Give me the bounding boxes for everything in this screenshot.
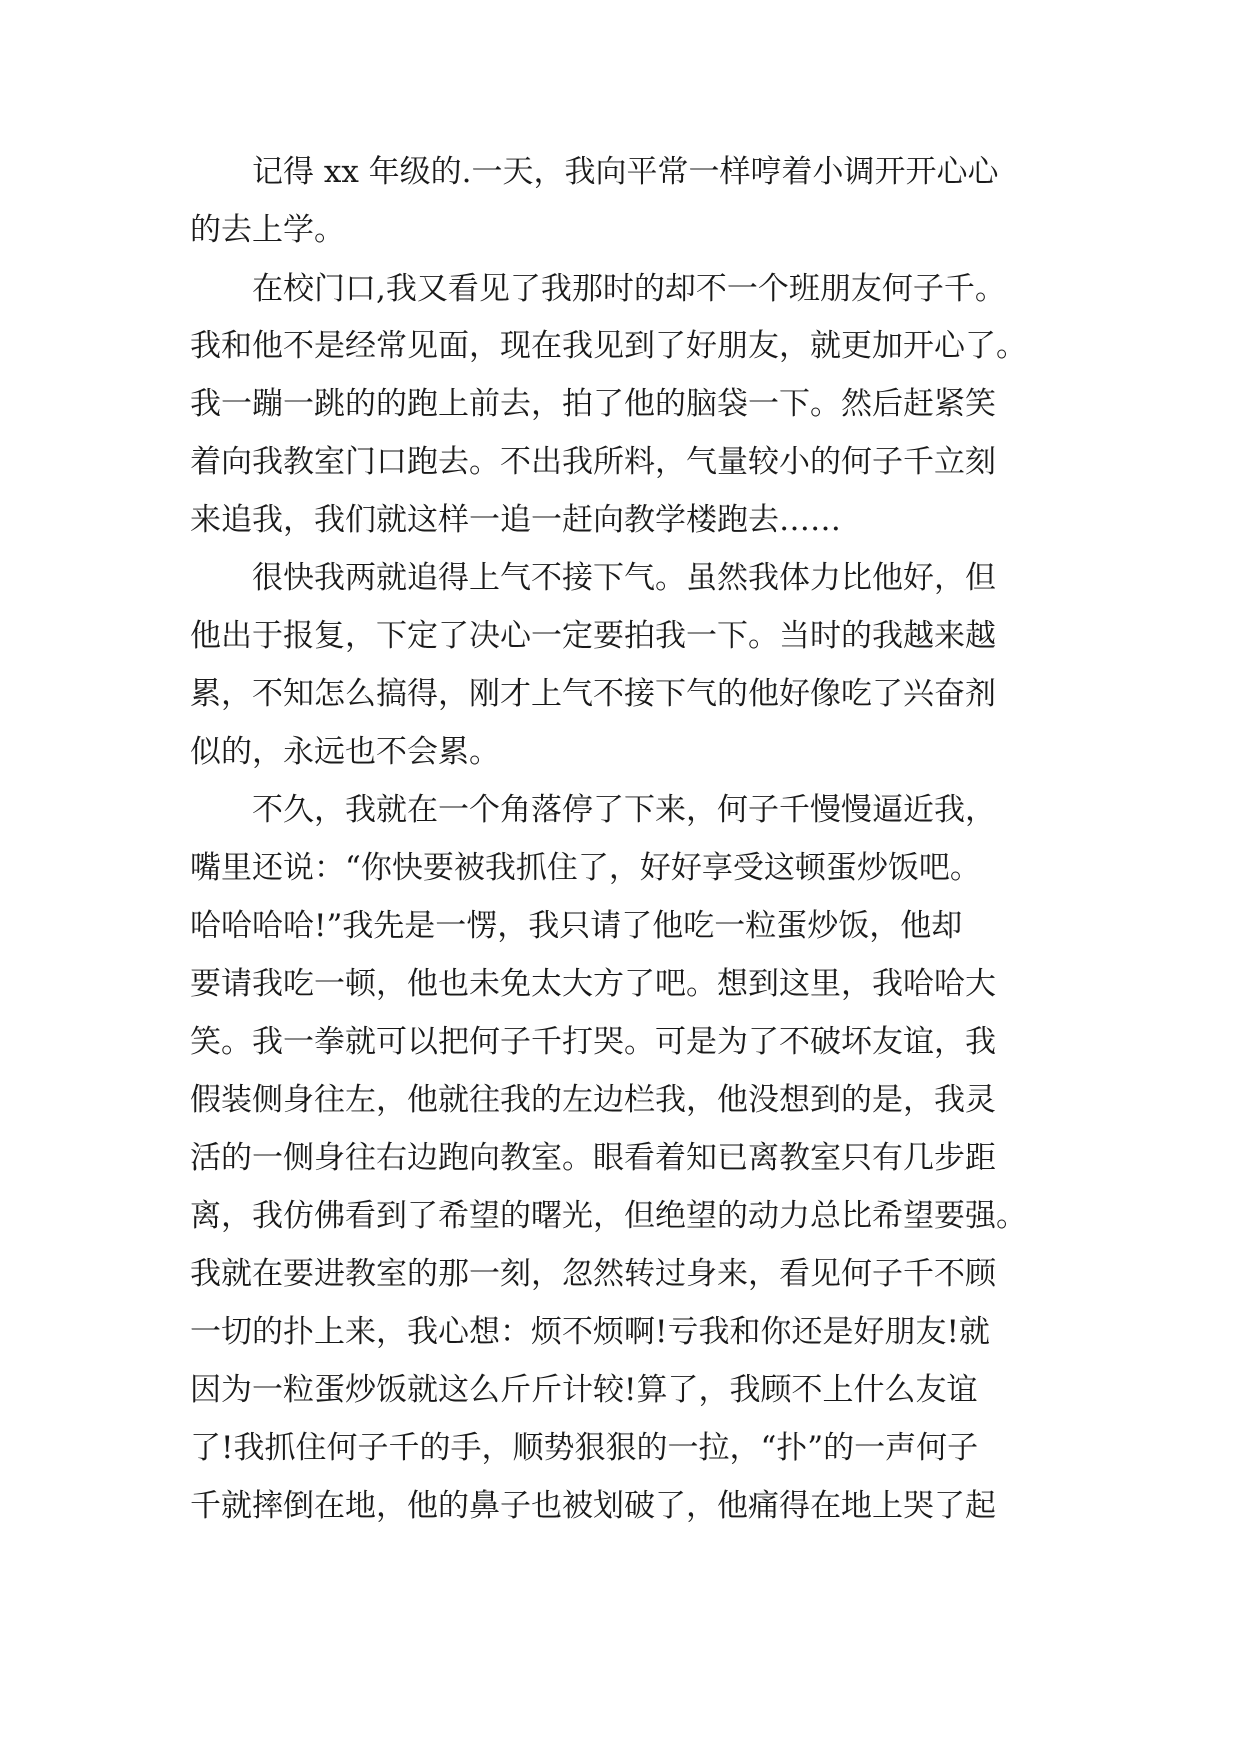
text-line: 我和他不是经常见面，现在我见到了好朋友，就更加开心了。 xyxy=(190,328,1027,364)
text-line: 很快我两就追得上气不接下气。虽然我体力比他好，但 xyxy=(252,560,996,596)
text-line: 累，不知怎么搞得，刚才上气不接下气的他好像吃了兴奋剂 xyxy=(190,676,996,712)
text-line: 要请我吃一顿，他也未免太大方了吧。想到这里，我哈哈大 xyxy=(190,966,996,1002)
text-line: 千就摔倒在地，他的鼻子也被划破了，他痛得在地上哭了起 xyxy=(190,1488,996,1524)
text-line: 假装侧身往左，他就往我的左边栏我，他没想到的是，我灵 xyxy=(190,1082,996,1118)
text-line: 因为一粒蛋炒饭就这么斤斤计较!算了，我顾不上什么友谊 xyxy=(190,1372,978,1408)
text-line: 了!我抓住何子千的手，顺势狠狠的一拉，“扑”的一声何子 xyxy=(190,1430,979,1466)
text-line: 似的，永远也不会累。 xyxy=(190,734,500,770)
text-line: 来追我，我们就这样一追一赶向教学楼跑去…… xyxy=(190,502,841,538)
text-line: 着向我教室门口跑去。不出我所料，气量较小的何子千立刻 xyxy=(190,444,996,480)
text-line: 笑。我一拳就可以把何子千打哭。可是为了不破坏友谊，我 xyxy=(190,1024,996,1060)
text-line: 不久，我就在一个角落停了下来，何子千慢慢逼近我， xyxy=(252,792,996,828)
text-line: 活的一侧身往右边跑向教室。眼看着知已离教室只有几步距 xyxy=(190,1140,996,1176)
text-line: 的去上学。 xyxy=(190,212,345,248)
text-line: 我一蹦一跳的的跑上前去，拍了他的脑袋一下。然后赶紧笑 xyxy=(190,386,996,422)
text-line: 在校门口,我又看见了我那时的却不一个班朋友何子千。 xyxy=(252,271,1006,307)
text-line: 离，我仿佛看到了希望的曙光，但绝望的动力总比希望要强。 xyxy=(190,1198,1027,1234)
text-line: 记得 xx 年级的.一天，我向平常一样哼着小调开开心心 xyxy=(252,154,999,190)
text-line: 一切的扑上来，我心想：烦不烦啊!亏我和你还是好朋友!就 xyxy=(190,1314,990,1350)
text-line: 他出于报复，下定了决心一定要拍我一下。当时的我越来越 xyxy=(190,618,996,654)
text-line: 嘴里还说：“你快要被我抓住了，好好享受这顿蛋炒饭吧。 xyxy=(190,850,981,886)
text-line: 哈哈哈哈!”我先是一愣，我只请了他吃一粒蛋炒饭，他却 xyxy=(190,908,963,944)
text-line: 我就在要进教室的那一刻，忽然转过身来，看见何子千不顾 xyxy=(190,1256,996,1292)
